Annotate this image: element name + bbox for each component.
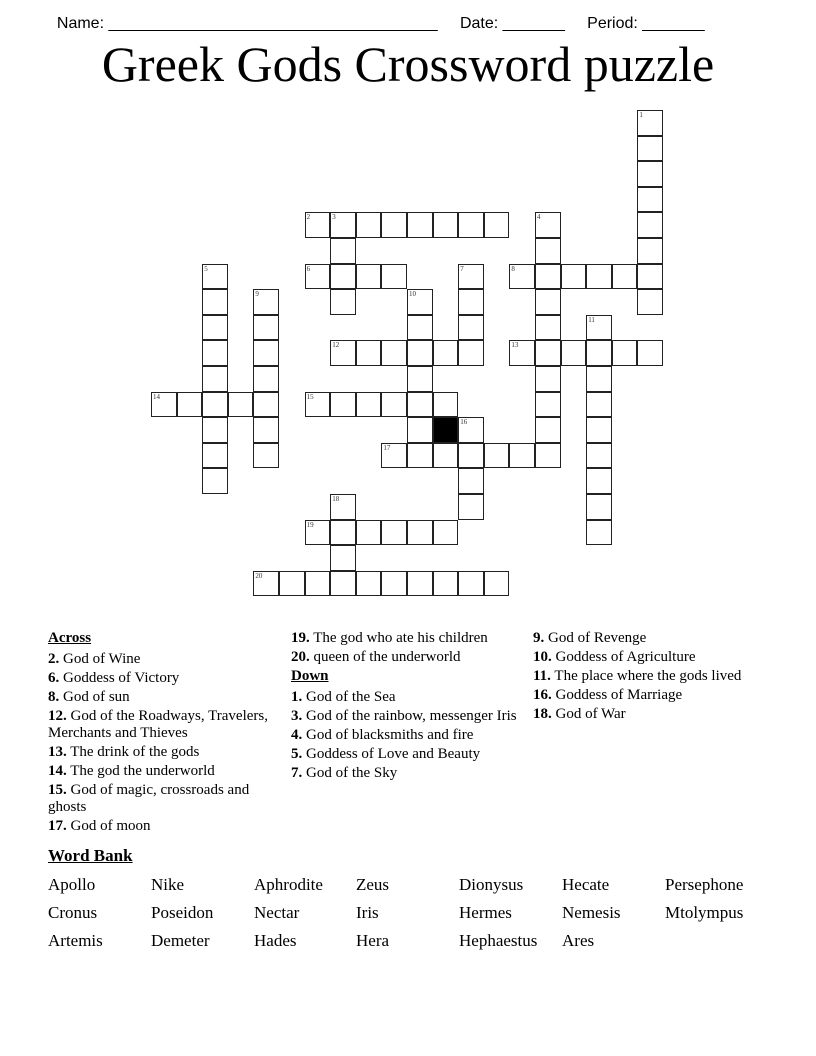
grid-cell[interactable] [151, 392, 177, 418]
grid-cell[interactable] [253, 392, 279, 418]
name-label: Name: [56, 15, 105, 32]
clues-column-1 [48, 630, 283, 837]
clue-number: 20 [255, 571, 263, 580]
word-bank-item: Hera [356, 931, 390, 950]
grid-cell[interactable] [637, 289, 663, 315]
grid-cell[interactable] [458, 417, 484, 443]
grid-cell[interactable] [177, 392, 203, 418]
grid-cell[interactable] [202, 392, 228, 418]
grid-cell[interactable] [535, 315, 561, 341]
grid-cell[interactable] [535, 366, 561, 392]
grid-cell[interactable] [407, 289, 433, 315]
word-bank [48, 874, 775, 952]
grid-cell[interactable] [330, 545, 356, 571]
word-bank-item: Hades [254, 931, 297, 950]
word-bank-item: Apollo [48, 875, 96, 894]
grid-cell[interactable] [586, 264, 612, 290]
grid-cell[interactable] [330, 571, 356, 597]
grid-cell[interactable] [228, 392, 254, 418]
clue-number: 17 [383, 443, 391, 452]
grid-cell[interactable] [586, 392, 612, 418]
grid-cell[interactable] [381, 212, 407, 238]
grid-cell[interactable] [407, 443, 433, 469]
word-bank-item: Nike [151, 875, 185, 894]
grid-cell[interactable] [407, 417, 433, 443]
grid-cell[interactable] [356, 392, 382, 418]
grid-cell[interactable] [458, 468, 484, 494]
clue-item: 12. God of the Roadways, Travelers, Merchants and Thieves [48, 708, 268, 741]
grid-cell[interactable] [509, 340, 535, 366]
grid-cell[interactable] [407, 366, 433, 392]
clue-item: 14. The god the underworld [48, 763, 215, 779]
grid-cell[interactable] [637, 238, 663, 264]
period-blank[interactable]: _______ [637, 15, 705, 32]
name-blank[interactable]: _____________________________________ [104, 15, 438, 32]
clue-item: 7. God of the Sky [291, 765, 398, 781]
grid-cell[interactable] [535, 212, 561, 238]
grid-cell[interactable] [535, 340, 561, 366]
clues-column-2 [291, 630, 526, 784]
grid-cell[interactable] [535, 417, 561, 443]
clue-item: 6. Goddess of Victory [48, 670, 180, 686]
grid-cell[interactable] [612, 264, 638, 290]
grid-cell[interactable] [407, 315, 433, 341]
grid-cell[interactable] [253, 443, 279, 469]
clue-item: 11. The place where the gods lived [533, 668, 742, 684]
grid-cell[interactable] [253, 571, 279, 597]
grid-cell[interactable] [407, 392, 433, 418]
grid-cell[interactable] [330, 289, 356, 315]
grid-cell[interactable] [586, 443, 612, 469]
page-title: Greek Gods Crossword puzzle [101, 36, 715, 92]
clue-number: 15 [306, 392, 314, 401]
grid-cell[interactable] [586, 494, 612, 520]
grid-cell[interactable] [484, 212, 510, 238]
clue-item: 18. God of War [533, 706, 626, 722]
grid-cell[interactable] [637, 136, 663, 162]
clue-number: 18 [332, 495, 340, 503]
clue-item: 2. God of Wine [48, 651, 141, 667]
word-bank-item: Hermes [459, 903, 512, 922]
period-label: Period: [587, 15, 638, 32]
word-bank-item [665, 930, 775, 952]
grid-cell[interactable] [586, 468, 612, 494]
word-bank-item: Persephone [665, 875, 744, 894]
clue-number: 8 [511, 264, 515, 273]
grid-cell[interactable] [637, 187, 663, 213]
grid-cell[interactable] [433, 340, 459, 366]
grid-cell[interactable] [279, 571, 305, 597]
grid-cell[interactable] [458, 443, 484, 469]
clue-number: 13 [511, 341, 519, 350]
grid-cell[interactable] [484, 443, 510, 469]
grid-cell[interactable] [253, 289, 279, 315]
word-bank-item: Cronus [48, 903, 98, 922]
grid-cell[interactable] [407, 212, 433, 238]
grid-cell[interactable] [509, 443, 535, 469]
grid-cell[interactable] [330, 520, 356, 546]
grid-cell[interactable] [535, 392, 561, 418]
word-bank-item: Nemesis [562, 903, 621, 922]
clue-item: 20. queen of the underworld [291, 649, 461, 665]
across-heading: Across [48, 630, 92, 646]
grid-cell[interactable] [305, 520, 331, 546]
clue-item: 17. God of moon [48, 818, 151, 834]
clue-number: 14 [153, 392, 160, 401]
grid-cell[interactable] [305, 571, 331, 597]
word-bank-item: Aphrodite [254, 875, 323, 894]
black-cell [433, 417, 459, 443]
clue-number: 6 [306, 264, 311, 273]
grid-cell[interactable] [407, 520, 433, 546]
word-bank-item: Ares [562, 931, 595, 950]
word-bank-item: Nectar [254, 903, 300, 922]
clue-item: 13. The drink of the gods [48, 744, 200, 760]
grid-cell[interactable] [637, 161, 663, 187]
clue-number: 11 [588, 315, 595, 324]
grid-cell[interactable] [202, 417, 228, 443]
grid-cell[interactable] [305, 392, 331, 418]
date-label: Date: [459, 15, 499, 32]
grid-cell[interactable] [330, 340, 356, 366]
grid-cell[interactable] [202, 289, 228, 315]
grid-cell[interactable] [381, 392, 407, 418]
clue-item: 19. The god who ate his children [291, 630, 488, 646]
grid-cell[interactable] [535, 289, 561, 315]
grid-cell[interactable] [586, 366, 612, 392]
grid-cell[interactable] [305, 264, 331, 290]
word-bank-item: Dionysus [459, 875, 524, 894]
grid-cell[interactable] [535, 443, 561, 469]
clue-item: 15. God of magic, crossroads and ghosts [48, 782, 250, 815]
grid-cell[interactable] [458, 571, 484, 597]
grid-cell[interactable] [356, 212, 382, 238]
grid-cell[interactable] [330, 392, 356, 418]
grid-cell[interactable] [509, 264, 535, 290]
grid-cell[interactable] [381, 520, 407, 546]
grid-cell[interactable] [458, 212, 484, 238]
word-bank-item: Hecate [562, 875, 610, 894]
grid-cell[interactable] [433, 520, 459, 546]
grid-cell[interactable] [202, 366, 228, 392]
down-clue-list [291, 689, 526, 782]
grid-cell[interactable] [253, 366, 279, 392]
word-bank-item: Zeus [356, 875, 390, 894]
grid-cell[interactable] [637, 340, 663, 366]
word-bank-item: Artemis [48, 931, 103, 950]
grid-cell[interactable] [637, 110, 663, 136]
grid-cell[interactable] [458, 264, 484, 290]
clue-number: 9 [255, 290, 259, 299]
grid-cell[interactable] [407, 340, 433, 366]
across-clue-list [48, 651, 283, 835]
date-blank[interactable]: _______ [498, 15, 565, 32]
grid-cell[interactable] [202, 468, 228, 494]
grid-cell[interactable] [202, 315, 228, 341]
clue-number: 2 [306, 213, 311, 222]
word-bank-item: Poseidon [151, 903, 214, 922]
grid-cell[interactable] [356, 264, 382, 290]
clue-number: 7 [460, 264, 464, 273]
grid-cell[interactable] [586, 520, 612, 546]
grid-cell[interactable] [458, 494, 484, 520]
grid-cell[interactable] [586, 417, 612, 443]
grid-cell[interactable] [586, 315, 612, 341]
grid-cell[interactable] [330, 212, 356, 238]
clue-number: 5 [204, 264, 208, 273]
grid-cell[interactable] [202, 264, 228, 290]
grid-cell[interactable] [381, 443, 407, 469]
clue-number: 3 [332, 213, 336, 222]
across-clue-list-cont [291, 630, 526, 666]
grid-cell[interactable] [561, 264, 587, 290]
clue-item: 4. God of blacksmiths and fire [291, 727, 474, 743]
grid-cell[interactable] [586, 340, 612, 366]
grid-cell[interactable] [612, 340, 638, 366]
grid-cell[interactable] [458, 340, 484, 366]
grid-cell[interactable] [535, 264, 561, 290]
grid-cell[interactable] [356, 340, 382, 366]
down-heading: Down [291, 668, 329, 684]
grid-cell[interactable] [381, 264, 407, 290]
clue-number: 4 [537, 213, 541, 222]
down-clue-list-cont [533, 630, 768, 723]
clue-number: 19 [306, 520, 314, 529]
grid-cell[interactable] [253, 340, 279, 366]
clue-number: 10 [409, 290, 416, 299]
clue-item: 9. God of Revenge [533, 630, 647, 646]
grid-cell[interactable] [458, 315, 484, 341]
grid-cell[interactable] [330, 264, 356, 290]
grid-cell[interactable] [407, 571, 433, 597]
word-bank-title: Word Bank [48, 846, 133, 865]
grid-cell[interactable] [433, 571, 459, 597]
clue-item: 3. God of the rainbow, messenger Iris [291, 708, 517, 724]
word-bank-item: Iris [356, 903, 379, 922]
grid-cell[interactable] [253, 417, 279, 443]
clue-item: 1. God of the Sea [291, 689, 396, 705]
clue-number: 1 [639, 111, 643, 119]
grid-cell[interactable] [330, 238, 356, 264]
grid-cell[interactable] [433, 212, 459, 238]
grid-cell[interactable] [356, 571, 382, 597]
clue-item: 16. Goddess of Marriage [533, 687, 683, 703]
clue-item: 8. God of sun [48, 689, 130, 705]
grid-cell[interactable] [561, 340, 587, 366]
grid-cell[interactable] [535, 238, 561, 264]
grid-cell[interactable] [637, 212, 663, 238]
word-bank-item: Hephaestus [459, 931, 538, 950]
grid-cell[interactable] [381, 340, 407, 366]
word-bank-item: Mtolympus [665, 903, 744, 922]
grid-cell[interactable] [381, 571, 407, 597]
grid-cell[interactable] [202, 443, 228, 469]
grid-cell[interactable] [433, 392, 459, 418]
grid-cell[interactable] [305, 212, 331, 238]
word-bank-item: Demeter [151, 931, 210, 950]
clue-item: 10. Goddess of Agriculture [533, 649, 696, 665]
grid-cell[interactable] [484, 571, 510, 597]
clues-column-3 [533, 630, 768, 725]
grid-cell[interactable] [202, 340, 228, 366]
grid-cell[interactable] [433, 443, 459, 469]
clue-number: 16 [460, 418, 468, 427]
grid-cell[interactable] [637, 264, 663, 290]
grid-cell[interactable] [458, 289, 484, 315]
clue-item: 5. Goddess of Love and Beauty [291, 746, 481, 762]
grid-cell[interactable] [356, 520, 382, 546]
clue-number: 12 [332, 341, 340, 350]
grid-cell[interactable] [330, 494, 356, 520]
grid-cell[interactable] [253, 315, 279, 341]
